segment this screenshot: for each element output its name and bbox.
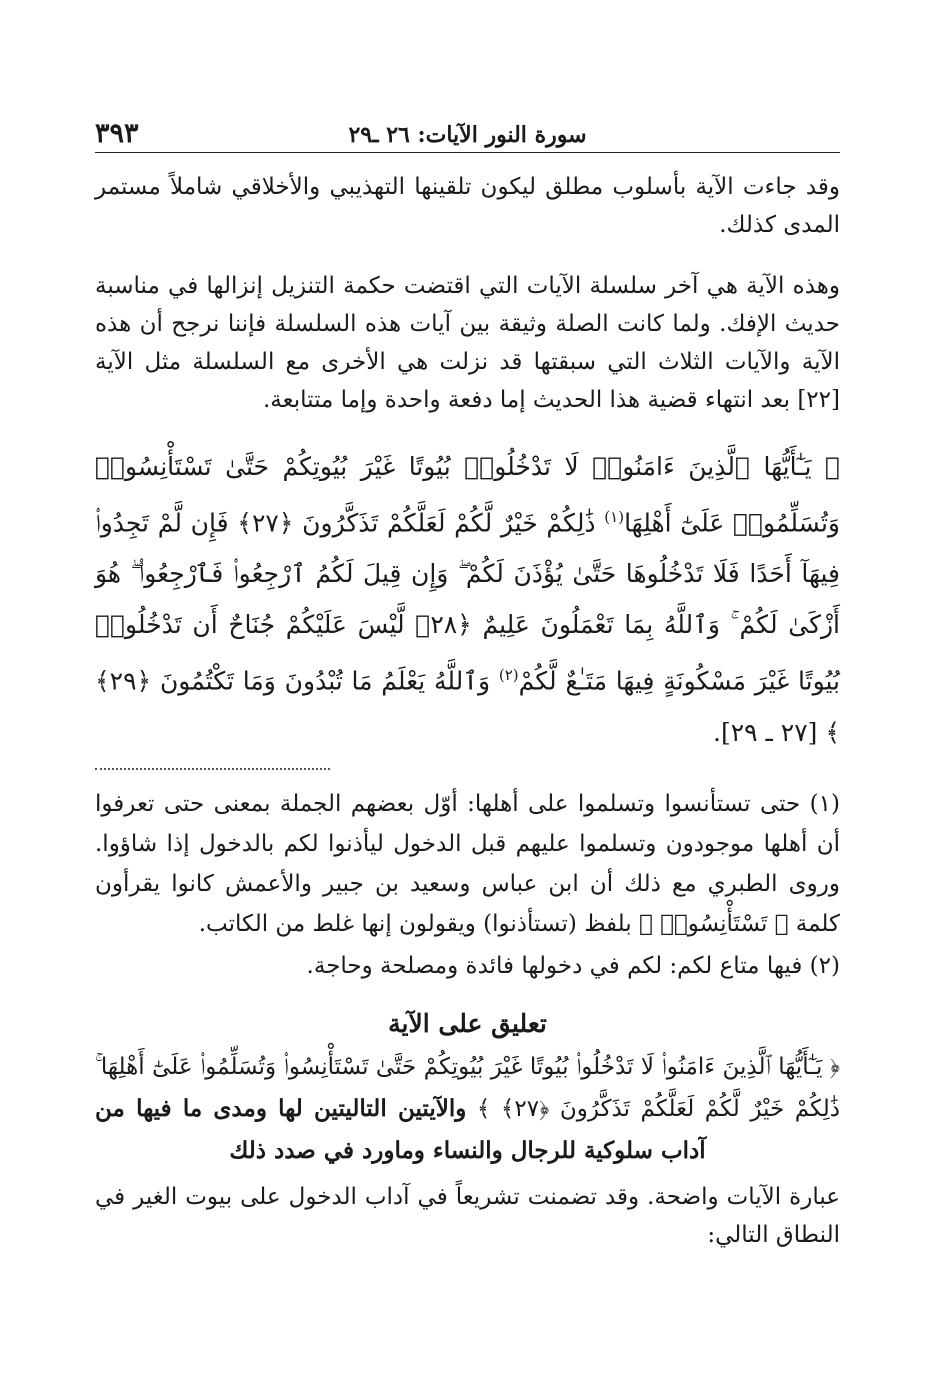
commentary-heading (95, 1046, 840, 1172)
page-number: ٣٩٣ (95, 118, 139, 149)
footnote-2: (٢) فيها متاع لكم: لكم في دخولها فائدة ومصلحة وحاجة. (306, 952, 840, 979)
commentary-quote: ﴿ يَـٰٓأَيُّهَا ٱلَّذِينَ ءَامَنُوا۟ لَا تَدْخُلُوا۟ بُيُوتًا غَيْرَ بُيُوتِكُمْ حَتَّىٰ تَسْتَأْنِسُوا۟ وَتُسَلِّمُوا۟ عَلَىٰٓ أَهْلِهَا ۚ ذَٰلِكُمْ خَيْرٌ لَّكُمْ لَعَلَّكُمْ تَذَكَّرُونَ ﴿٢٧﴾ ﴾ (95, 1053, 840, 1122)
page-content (95, 168, 840, 1254)
footnote-marker-2: (٢) (498, 666, 519, 685)
commentary-bold-text: والآيتين التاليتين لها ومدى ما فيها من آداب سلوكية للرجال والنساء وماورد في صدد ذلك (95, 1094, 706, 1164)
page-header (95, 112, 840, 153)
quran-verse-block (95, 441, 840, 758)
closing-paragraph: عبارة الآيات واضحة. وقد تضمنت تشريعاً في آداب الدخول على بيوت الغير في النطاق التالي: (95, 1183, 840, 1248)
quran-verse-part-1: ﴿ يَـٰٓأَيُّهَا ٱلَّذِينَ ءَامَنُوا۟ لَا تَدْخُلُوا۟ بُيُوتًا غَيْرَ بُيُوتِكُمْ حَتَّىٰ تَسْتَأْنِسُوا۟ وَتُسَلِّمُوا۟ عَلَىٰٓ أَهْلِهَا (95, 452, 841, 538)
quran-verse-part-2: ذَٰلِكُمْ خَيْرٌ لَّكُمْ لَعَلَّكُمْ تَذَكَّرُونَ ﴿٢٧﴾ فَإِن لَّمْ تَجِدُوا۟ فِيهَآ أَحَدًا فَلَا تَدْخُلُوهَا حَتَّىٰ يُؤْذَنَ لَكُمْ ۖ وَإِن قِيلَ لَكُمُ ٱرْجِعُوا۟ فَٱرْجِعُوا۟ ۖ هُوَ أَزْكَىٰ لَكُمْ ۚ وَٱللَّهُ بِمَا تَعْمَلُونَ عَلِيمٌ ﴿٢٨﴾ لَّيْسَ عَلَيْكُمْ جُنَاحٌ أَن تَدْخُلُوا۟ بُيُوتًا غَيْرَ مَسْكُونَةٍ فِيهَا مَتَـٰعٌ لَّكُمْ (95, 508, 841, 696)
section-title: تعليق على الآية (388, 1008, 547, 1038)
footnotes (95, 784, 840, 986)
quran-verse-part-3: وَٱللَّهُ يَعْلَمُ مَا تُبْدُونَ وَمَا تَكْتُمُونَ ﴿٢٩﴾ ﴾ [٢٧ ـ ٢٩]. (95, 666, 840, 747)
paragraph-intro: وقد جاءت الآية بأسلوب مطلق ليكون تلقينها التهذيبي والأخلاقي شاملاً مستمر المدى كذلك. (95, 174, 840, 238)
paragraph-context: وهذه الآية هي آخر سلسلة الآيات التي اقتضت حكمة التنزيل إنزالها في مناسبة حديث الإفك. ولما كانت الصلة وثيقة بين آيات هذه السلسلة فإننا نرجح أن هذه الآية والآيات الثلاث التي سبقتها قد نزلت هي الأخرى مع السلسلة مثل الآية [٢٢] بعد انتهاء قضية هذا الحديث إما دفعة واحدة وإما متتابعة. (95, 273, 840, 413)
footnote-1: (١) حتى تستأنسوا وتسلموا على أهلها: أوّل بعضهم الجملة بمعنى حتى تعرفوا أن أهلها موجودون وتسلموا عليهم قبل الدخول ليأذنوا لكم بالدخول إذا شاؤوا. وروى الطبري مع ذلك أن ابن عباس وسعيد بن جبير والأعمش كانوا يقرأون كلمة ﴿ تَسْتَأْنِسُوا۟ ﴾ بلفظ (تستأذنوا) ويقولون إنها غلط من الكاتب. (95, 790, 840, 937)
footnote-marker-1: (١) (604, 508, 625, 526)
footnote-divider (95, 768, 330, 770)
running-title: سورة النور الآيات: ٢٦ ـ٢٩ (348, 122, 587, 148)
